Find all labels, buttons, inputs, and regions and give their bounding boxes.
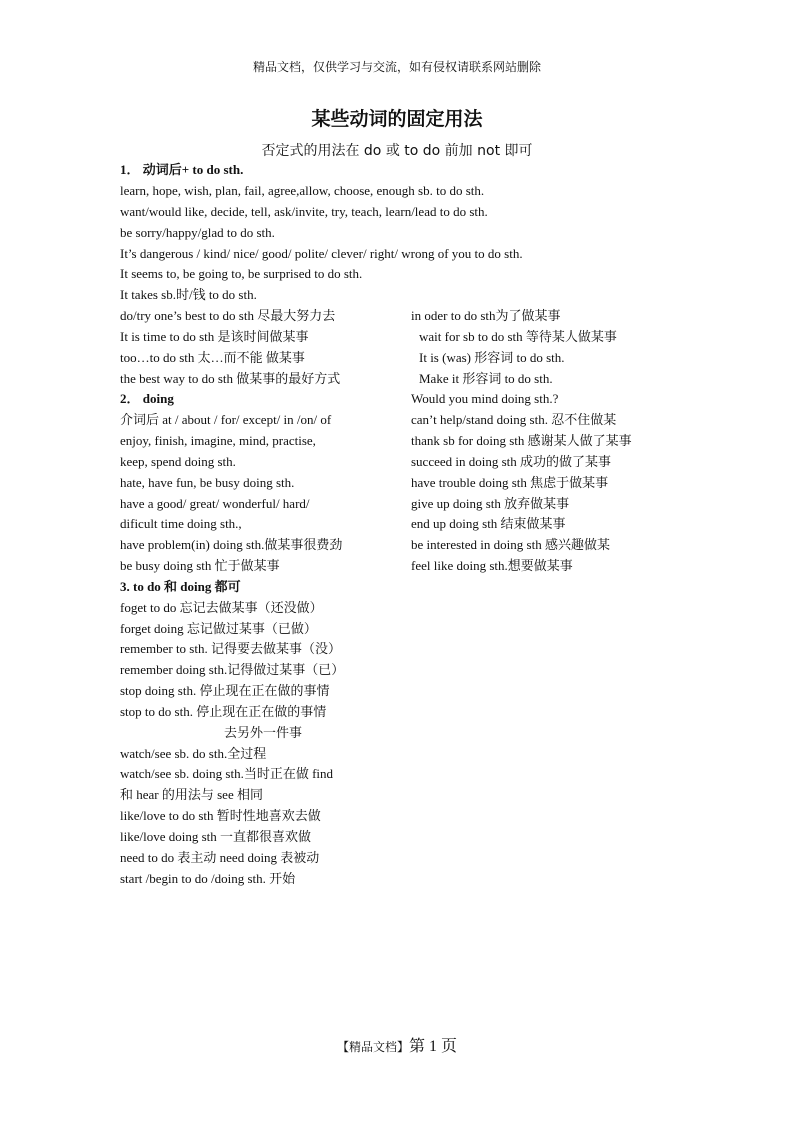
text-line: watch/see sb. doing sth.当时正在做 find xyxy=(120,766,334,781)
text-line: start /begin to do /doing sth. 开始 xyxy=(120,871,296,886)
section-2-heading: 2． doing xyxy=(120,391,174,406)
text-line: keep, spend doing sth. xyxy=(120,454,236,469)
text-line: have a good/ great/ wonderful/ hard/ xyxy=(120,496,310,511)
text-line: forget doing 忘记做过某事（已做） xyxy=(120,621,317,636)
text-line: be sorry/happy/glad to do sth. xyxy=(120,225,275,240)
text-line: stop to do sth. 停止现在正在做的事情 xyxy=(120,704,327,719)
text-line: It seems to, be going to, be surprised to do sth. xyxy=(120,266,363,281)
text-line: It takes sb.时/钱 to do sth. xyxy=(120,287,257,302)
page-footer xyxy=(0,1033,794,1056)
text-line: It’s dangerous / kind/ nice/ good/ polite/ clever/ right/ wrong of you to do sth. xyxy=(120,246,523,261)
text-line: have problem(in) doing sth.做某事很费劲 xyxy=(120,537,343,552)
text-line: need to do 表主动 need doing 表被动 xyxy=(120,850,320,865)
text-line: hate, have fun, be busy doing sth. xyxy=(120,475,295,490)
text-line: feel like doing sth.想要做某事 xyxy=(411,558,573,573)
text-line: foget to do 忘记去做某事（还没做） xyxy=(120,600,323,615)
text-line: watch/see sb. do sth.全过程 xyxy=(120,746,267,761)
page-number: 第 1 页 xyxy=(409,1038,458,1055)
text-line: remember to sth. 记得要去做某事（没） xyxy=(120,641,341,656)
text-line: thank sb for doing sth 感谢某人做了某事 xyxy=(411,433,632,448)
text-line: succeed in doing sth 成功的做了某事 xyxy=(411,454,612,469)
text-line: enjoy, finish, imagine, mind, practise, xyxy=(120,433,316,448)
text-line: like/love to do sth 暂时性地喜欢去做 xyxy=(120,808,321,823)
text-line: 和 hear 的用法与 see 相同 xyxy=(120,787,263,802)
text-line: learn, hope, wish, plan, fail, agree,allow, choose, enough sb. to do sth. xyxy=(120,183,485,198)
text-line: give up doing sth 放弃做某事 xyxy=(411,496,570,511)
text-line: Would you mind doing sth.? xyxy=(411,391,559,406)
text-line: do/try one’s best to do sth 尽最大努力去 xyxy=(120,308,336,323)
text-line: like/love doing sth 一直都很喜欢做 xyxy=(120,829,312,844)
text-line: Make it 形容词 to do sth. xyxy=(419,371,553,386)
footer-tag: 【精品文档】 xyxy=(336,1040,409,1054)
text-line: be interested in doing sth 感兴趣做某 xyxy=(411,537,610,552)
text-line: It is (was) 形容词 to do sth. xyxy=(419,350,565,365)
page-title: 某些动词的固定用法 xyxy=(311,108,483,130)
watermark-header: 精品文档，仅供学习与交流，如有侵权请联系网站删除 xyxy=(252,60,541,74)
text-line: 介词后 at / about / for/ except/ in /on/ of xyxy=(120,412,332,427)
text-line: stop doing sth. 停止现在正在做的事情 xyxy=(120,683,330,698)
text-line: dificult time doing sth., xyxy=(120,516,242,531)
page-subtitle: 否定式的用法在 do 或 to do 前加 not 即可 xyxy=(261,143,533,159)
text-line: be busy doing sth 忙于做某事 xyxy=(120,558,280,573)
text-line: want/would like, decide, tell, ask/invite, try, teach, learn/lead to do sth. xyxy=(120,204,488,219)
text-line: can’t help/stand doing sth. 忍不住做某 xyxy=(411,412,617,427)
text-line: the best way to do sth 做某事的最好方式 xyxy=(120,371,341,386)
text-line: remember doing sth.记得做过某事（已） xyxy=(120,662,345,677)
section-3-heading: 3. to do 和 doing 都可 xyxy=(120,579,241,594)
text-line: have trouble doing sth 焦虑于做某事 xyxy=(411,475,609,490)
text-line: 去另外一件事 xyxy=(224,725,303,740)
section-1-heading: 1． 动词后+ to do sth. xyxy=(120,162,244,177)
text-line: It is time to do sth 是该时间做某事 xyxy=(120,329,309,344)
text-line: too…to do sth 太…而不能 做某事 xyxy=(120,350,305,365)
text-line: end up doing sth 结束做某事 xyxy=(411,516,566,531)
text-line: in oder to do sth为了做某事 xyxy=(411,308,561,323)
text-line: wait for sb to do sth 等待某人做某事 xyxy=(419,329,617,344)
